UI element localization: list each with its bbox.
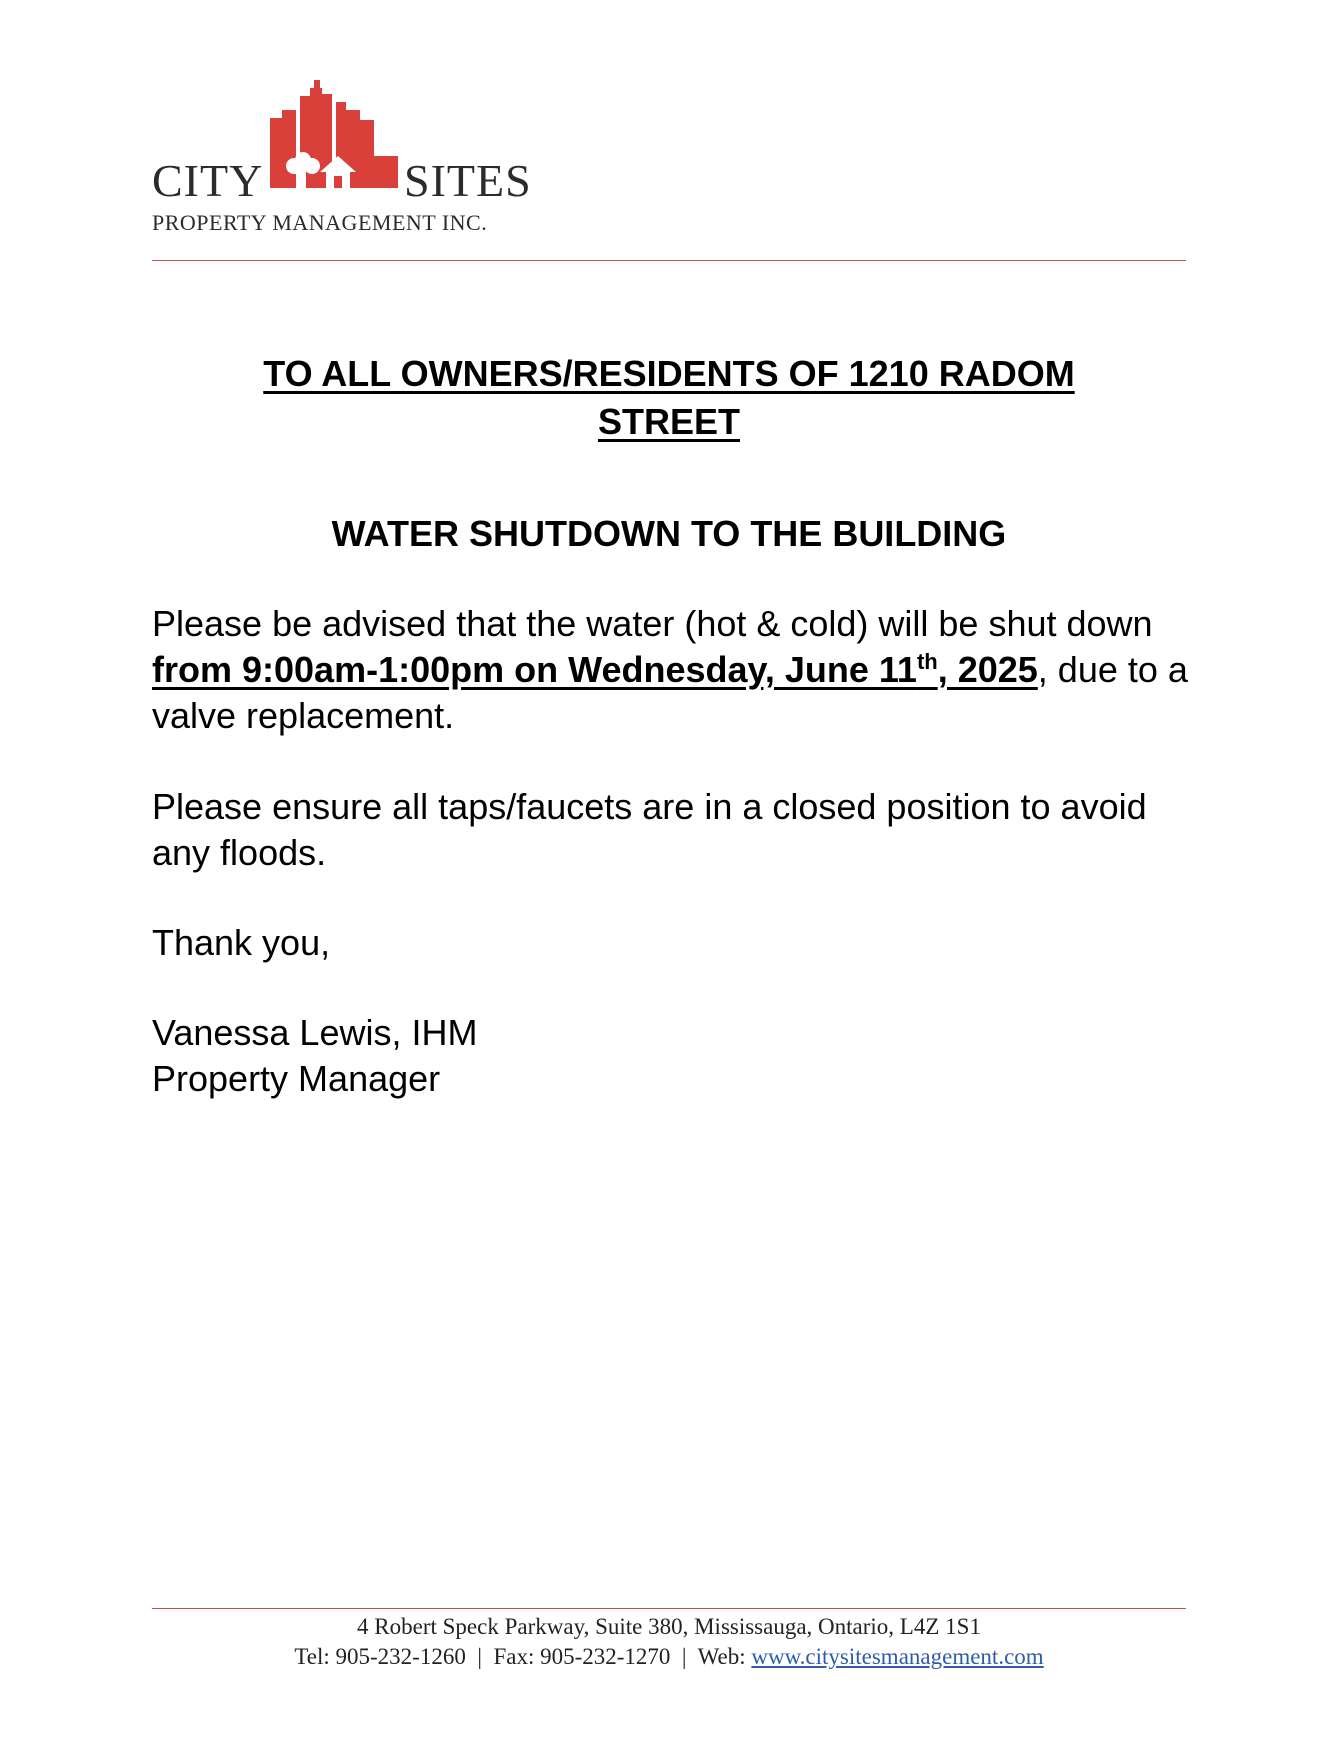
footer-fax: Fax: 905-232-1270: [493, 1644, 671, 1669]
addressee-heading: [152, 350, 1186, 446]
ordinal-suffix: th: [916, 649, 938, 674]
addressee-line-2: STREET: [597, 401, 740, 442]
company-logo: [152, 80, 552, 240]
footer-web-label: Web:: [697, 1644, 746, 1669]
signer-name: Vanessa Lewis, IHM: [152, 1012, 478, 1053]
header-divider: [152, 260, 1186, 261]
footer-address: 4 Robert Speck Parkway, Suite 380, Mississauga, Ontario, L4Z 1S1: [357, 1614, 981, 1639]
shutdown-time: from 9:00am-1:00pm on Wednesday, June 11: [152, 649, 917, 690]
footer-separator: |: [681, 1644, 687, 1669]
footer-contact-line: [152, 1642, 1186, 1672]
skyline-logo-icon: [270, 80, 400, 198]
signer-title: Property Manager: [152, 1058, 441, 1099]
footer-tel: Tel: 905-232-1260: [294, 1644, 466, 1669]
footer-separator: |: [477, 1644, 482, 1669]
taps-paragraph: Please ensure all taps/faucets are in a closed position to avoid any floods.: [152, 786, 1147, 873]
logo-word-sites: SITES: [404, 155, 532, 206]
addressee-line-1: TO ALL OWNERS/RESIDENTS OF 1210 RADOM: [263, 353, 1075, 394]
p1-start: Please be advised that the water (hot & cold) will be shut down: [152, 603, 1153, 644]
logo-subtitle: PROPERTY MANAGEMENT INC.: [152, 210, 488, 235]
website-link[interactable]: www.citysitesmanagement.com: [751, 1644, 1044, 1669]
notice-title: WATER SHUTDOWN TO THE BUILDING: [331, 513, 1007, 554]
p1-end: , due to a valve replacement.: [152, 649, 1188, 736]
shutdown-schedule: [152, 649, 1038, 690]
signature-block: [152, 1010, 1192, 1102]
shutdown-year: , 2025: [937, 649, 1038, 690]
closing-text: Thank you,: [152, 922, 331, 963]
footer-contact: [152, 1612, 1186, 1672]
shutdown-paragraph: [152, 601, 1192, 739]
logo-word-city: CITY: [152, 155, 264, 206]
footer-divider: [152, 1608, 1186, 1609]
